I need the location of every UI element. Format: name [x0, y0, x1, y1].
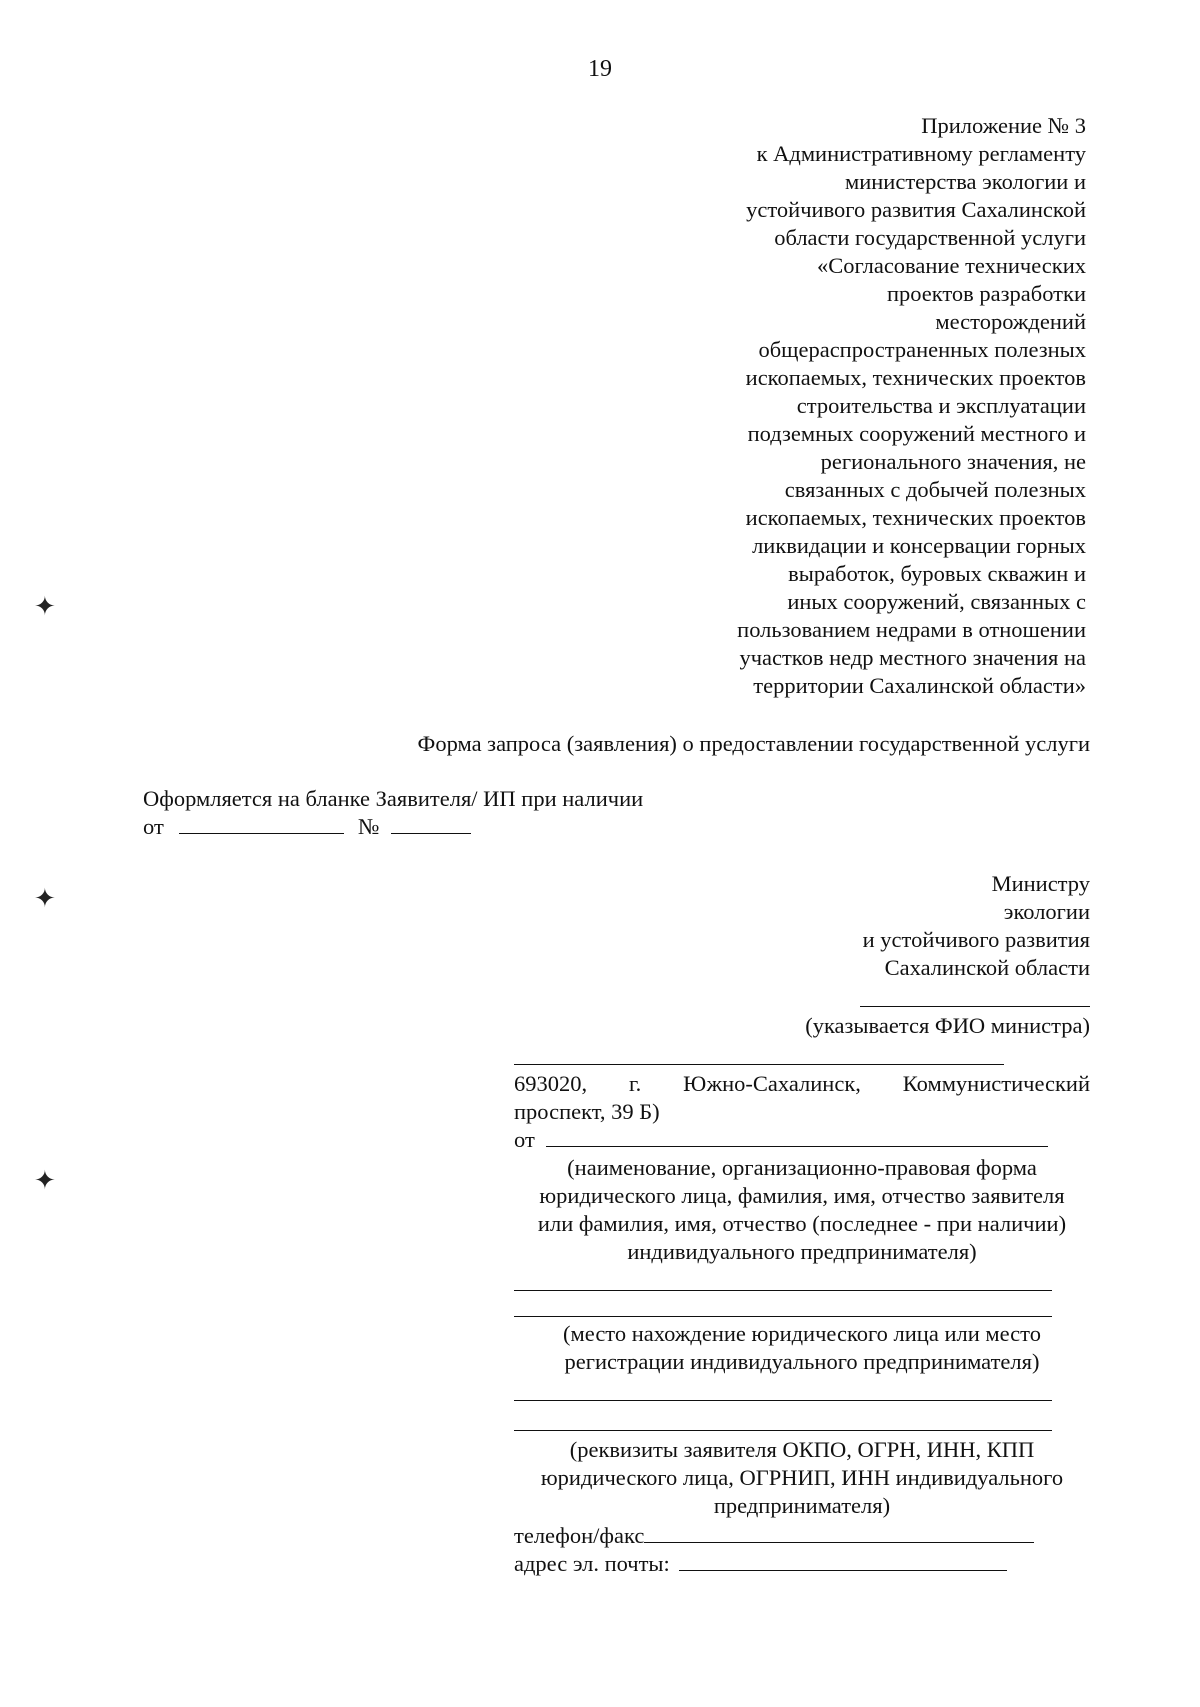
recipient-line: Сахалинской области — [884, 955, 1090, 980]
hint-line: (реквизиты заявителя ОКПО, ОГРН, ИНН, КПП — [569, 1437, 1035, 1462]
appendix-header — [646, 112, 1086, 700]
number-blank-field[interactable] — [391, 813, 471, 834]
form-title: Форма запроса (заявления) о предоставлении государственной услуги — [417, 731, 1090, 756]
hint-line: юридического лица, ОГРНИП, ИНН индивидуального — [540, 1465, 1064, 1490]
appendix-line: ликвидации и консервации горных — [752, 533, 1086, 558]
blank-line[interactable] — [514, 1430, 1052, 1431]
hint-line: (наименование, организационно-правовая форма — [567, 1155, 1037, 1180]
page-number: 19 — [588, 56, 612, 82]
appendix-line: ископаемых, технических проектов — [745, 505, 1086, 530]
email-field[interactable] — [679, 1550, 1007, 1571]
appendix-line: к Административному регламенту — [756, 141, 1086, 166]
appendix-line: «Согласование технических — [817, 253, 1086, 278]
hole-punch-mark-icon: ✦ — [34, 884, 56, 913]
appendix-line: общераспространенных полезных — [758, 337, 1086, 362]
address-top-line — [514, 1064, 1004, 1065]
recipient-line: экологии — [1003, 899, 1090, 924]
appendix-line: Приложение № 3 — [921, 113, 1086, 138]
phone-label: телефон/факс — [514, 1523, 645, 1548]
requisites-hint — [514, 1436, 1090, 1520]
appendix-line: министерства экологии и — [844, 169, 1086, 194]
outgoing-reference — [143, 813, 471, 841]
hint-line: индивидуального предпринимателя) — [627, 1239, 977, 1264]
hole-punch-mark-icon: ✦ — [34, 592, 56, 621]
appendix-line: иных сооружений, связанных с — [787, 589, 1086, 614]
blank-line[interactable] — [514, 1316, 1052, 1317]
blank-line[interactable] — [514, 1400, 1052, 1401]
appendix-line: подземных сооружений местного и — [747, 421, 1086, 446]
email-label: адрес эл. почты: — [514, 1551, 670, 1576]
location-hint — [514, 1320, 1090, 1376]
address-line: 693020, г. Южно-Сахалинск, Коммунистический — [514, 1071, 1090, 1096]
appendix-line: проектов разработки — [886, 281, 1086, 306]
appendix-line: области государственной услуги — [774, 225, 1086, 250]
from-label: от — [514, 1127, 535, 1152]
recipient-line: и устойчивого развития — [862, 927, 1090, 952]
ministry-address — [514, 1070, 1090, 1126]
applicant-from — [514, 1126, 1048, 1154]
minister-name-line[interactable] — [860, 1006, 1090, 1007]
appendix-line: выработок, буровых скважин и — [788, 561, 1086, 586]
hole-punch-mark-icon: ✦ — [34, 1166, 56, 1195]
recipient-block — [863, 870, 1090, 982]
recipient-line: Министру — [991, 871, 1090, 896]
appendix-line: пользованием недрами в отношении — [737, 617, 1086, 642]
from-label: от — [143, 814, 164, 839]
blank-line[interactable] — [514, 1290, 1052, 1291]
appendix-line: регионального значения, не — [820, 449, 1086, 474]
hint-line: регистрации индивидуального предпринимателя) — [564, 1349, 1040, 1374]
hint-line: или фамилия, имя, отчество (последнее - при наличии) — [537, 1211, 1067, 1236]
appendix-line: связанных с добычей полезных — [784, 477, 1086, 502]
minister-hint: (указывается ФИО министра) — [805, 1013, 1090, 1038]
phone-field[interactable] — [644, 1522, 1034, 1543]
number-label: № — [358, 814, 380, 839]
appendix-line: месторождений — [935, 309, 1086, 334]
email-row — [514, 1550, 1007, 1578]
hint-line: юридического лица, фамилия, имя, отчество заявителя — [539, 1183, 1065, 1208]
appendix-line: строительства и эксплуатации — [796, 393, 1086, 418]
phone-fax-row — [514, 1522, 1034, 1550]
address-line: проспект, 39 Б) — [514, 1099, 660, 1124]
applicant-hint — [514, 1154, 1090, 1266]
applicant-name-field[interactable] — [546, 1126, 1048, 1147]
appendix-line: участков недр местного значения на — [739, 645, 1086, 670]
appendix-line: устойчивого развития Сахалинской — [746, 197, 1086, 222]
hint-line: (место нахождение юридического лица или место — [563, 1321, 1041, 1346]
date-blank-field[interactable] — [179, 813, 344, 834]
appendix-line: ископаемых, технических проектов — [745, 365, 1086, 390]
blank-note: Оформляется на бланке Заявителя/ ИП при наличии — [143, 786, 644, 811]
appendix-line: территории Сахалинской области» — [753, 673, 1086, 698]
hint-line: предпринимателя) — [713, 1493, 891, 1518]
